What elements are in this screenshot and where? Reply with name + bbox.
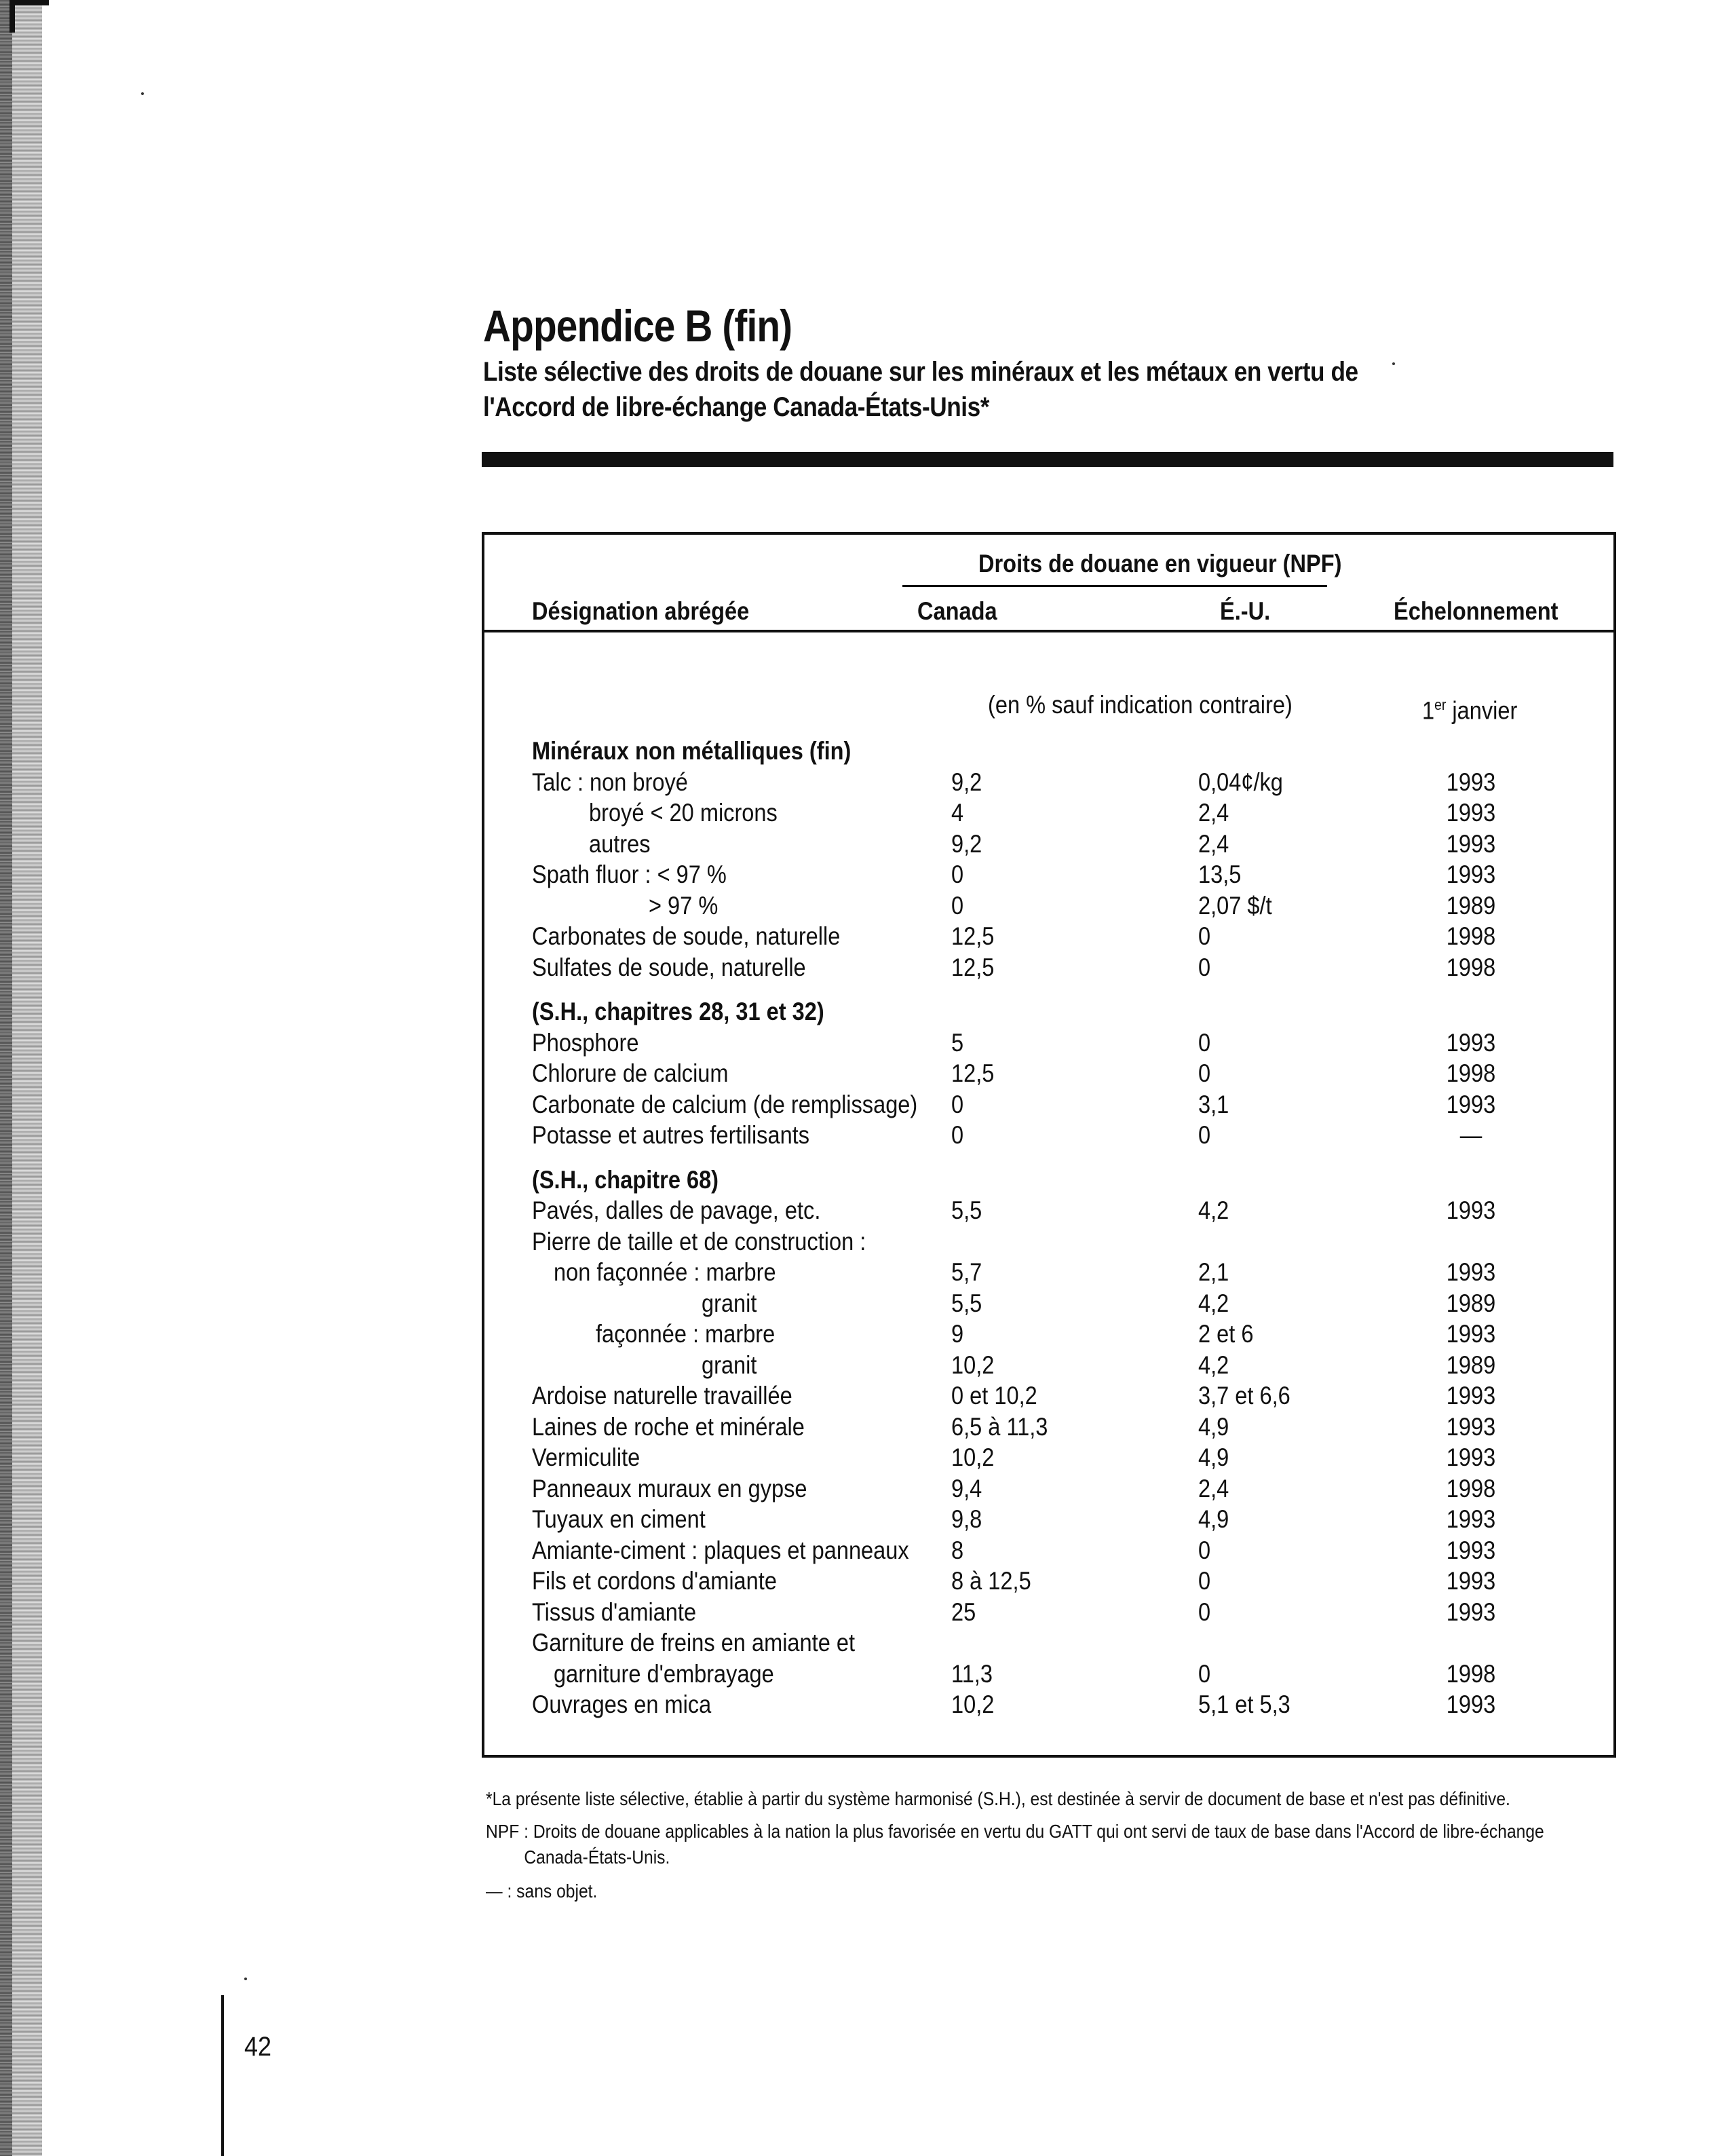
- scan-speck: [1392, 362, 1395, 365]
- us-rate-cell: 4,9: [1198, 1443, 1229, 1471]
- designation-cell: Amiante-ciment : plaques et panneaux: [532, 1536, 909, 1564]
- echelonnement-cell: 1989: [1446, 1289, 1496, 1317]
- canada-rate-cell: 9,2: [951, 829, 982, 858]
- table-row: [0, 859, 1722, 890]
- us-rate-cell: 5,1 et 5,3: [1198, 1690, 1290, 1718]
- table-row: [0, 952, 1722, 983]
- us-rate-cell: 0: [1198, 1659, 1211, 1688]
- table-row: [0, 1689, 1722, 1720]
- us-rate-cell: 0: [1198, 953, 1211, 981]
- date-note-sup: er: [1434, 696, 1447, 713]
- designation-cell: Garniture de freins en amiante et: [532, 1629, 856, 1657]
- canada-rate-cell: 0: [951, 1121, 964, 1149]
- designation-cell: broyé < 20 microns: [589, 799, 778, 827]
- canada-rate-cell: 0: [951, 1090, 964, 1118]
- echelonnement-cell: 1993: [1446, 1028, 1496, 1057]
- canada-rate-cell: 10,2: [951, 1690, 995, 1718]
- echelonnement-cell: 1998: [1446, 953, 1496, 981]
- us-rate-cell: 0: [1198, 1028, 1211, 1057]
- canada-rate-cell: 0 et 10,2: [951, 1382, 1037, 1410]
- section-heading-row: [0, 1165, 1722, 1196]
- scan-speck: [244, 1978, 247, 1980]
- table-row: [0, 767, 1722, 798]
- designation-cell: Pavés, dalles de pavage, etc.: [532, 1196, 821, 1224]
- canada-rate-cell: 5,5: [951, 1196, 982, 1224]
- canada-rate-cell: 5,5: [951, 1289, 982, 1317]
- table-row: [0, 797, 1722, 829]
- echelonnement-cell: 1993: [1446, 860, 1496, 888]
- designation-cell: granit: [702, 1350, 757, 1379]
- us-rate-cell: 4,9: [1198, 1412, 1229, 1441]
- us-rate-cell: 4,2: [1198, 1350, 1229, 1379]
- canada-rate-cell: 9,2: [951, 768, 982, 796]
- canada-rate-cell: 8 à 12,5: [951, 1567, 1031, 1595]
- designation-cell: Ouvrages en mica: [532, 1690, 712, 1718]
- designation-cell: Chlorure de calcium: [532, 1059, 729, 1087]
- page-number-rule: [221, 1995, 224, 2156]
- us-rate-cell: 2,4: [1198, 1474, 1229, 1502]
- designation-cell: Carbonates de soude, naturelle: [532, 922, 841, 950]
- us-rate-cell: 0: [1198, 1536, 1211, 1564]
- designation-cell: Fils et cordons d'amiante: [532, 1567, 777, 1595]
- echelonnement-cell: 1993: [1446, 1090, 1496, 1118]
- designation-cell: Panneaux muraux en gypse: [532, 1474, 807, 1502]
- us-rate-cell: 4,9: [1198, 1505, 1229, 1533]
- echelonnement-cell: 1993: [1446, 1320, 1496, 1348]
- canada-rate-cell: 25: [951, 1597, 976, 1626]
- echelonnement-cell: 1989: [1446, 891, 1496, 920]
- date-note-suffix: janvier: [1446, 696, 1518, 725]
- echelonnement-cell: 1993: [1446, 1567, 1496, 1595]
- table-row: [0, 1535, 1722, 1566]
- us-rate-cell: 2,07 $/t: [1198, 891, 1272, 920]
- echelonnement-cell: —: [1459, 1121, 1482, 1149]
- us-rate-cell: 0: [1198, 1567, 1211, 1595]
- table-row: [0, 1288, 1722, 1319]
- canada-rate-cell: 9,4: [951, 1474, 982, 1502]
- canada-rate-cell: 9,8: [951, 1505, 982, 1533]
- table-row: [0, 1120, 1722, 1151]
- designation-cell: Talc : non broyé: [532, 768, 688, 796]
- us-rate-cell: 0,04¢/kg: [1198, 768, 1283, 796]
- table-row: [0, 1319, 1722, 1350]
- section-heading: Minéraux non métalliques (fin): [532, 737, 852, 765]
- us-rate-cell: 3,1: [1198, 1090, 1229, 1118]
- echelonnement-cell: 1993: [1446, 1412, 1496, 1441]
- canada-rate-cell: 4: [951, 799, 964, 827]
- designation-cell: Vermiculite: [532, 1443, 640, 1471]
- canada-rate-cell: 10,2: [951, 1350, 995, 1379]
- designation-cell: non façonnée : marbre: [554, 1258, 776, 1286]
- designation-cell: autres: [589, 829, 651, 858]
- table-row: [0, 1350, 1722, 1381]
- canada-rate-cell: 12,5: [951, 953, 995, 981]
- table-row: [0, 1380, 1722, 1412]
- page-title: Appendice B (fin): [483, 301, 792, 351]
- us-rate-cell: 0: [1198, 1121, 1211, 1149]
- echelonnement-cell: 1993: [1446, 799, 1496, 827]
- echelonnement-cell: 1993: [1446, 829, 1496, 858]
- table-row: [0, 1089, 1722, 1120]
- table-row: [0, 1226, 1722, 1257]
- col-header-canada: Canada: [917, 597, 997, 625]
- designation-cell: Pierre de taille et de construction :: [532, 1227, 866, 1255]
- table-row: [0, 1504, 1722, 1535]
- table-row: [0, 1566, 1722, 1597]
- echelonnement-cell: 1993: [1446, 1505, 1496, 1533]
- designation-cell: Tuyaux en ciment: [532, 1505, 706, 1533]
- designation-cell: garniture d'embrayage: [554, 1659, 774, 1688]
- us-rate-cell: 0: [1198, 1597, 1211, 1626]
- units-note: (en % sauf indication contraire): [988, 691, 1293, 719]
- col-header-us: É.-U.: [1220, 597, 1271, 625]
- us-rate-cell: 0: [1198, 1059, 1211, 1087]
- echelonnement-cell: 1998: [1446, 922, 1496, 950]
- canada-rate-cell: 9: [951, 1320, 964, 1348]
- designation-cell: Ardoise naturelle travaillée: [532, 1382, 792, 1410]
- canada-rate-cell: 5: [951, 1028, 964, 1057]
- col-header-designation: Désignation abrégée: [532, 597, 750, 625]
- section-heading: (S.H., chapitres 28, 31 et 32): [532, 998, 824, 1025]
- footnote-asterisk: *La présente liste sélective, établie à partir du système harmonisé (S.H.), est destinée à servir de document de base et n'est pas définitive.: [486, 1788, 1510, 1809]
- echelonnement-cell: 1998: [1446, 1474, 1496, 1502]
- table-row: [0, 1027, 1722, 1059]
- footnote-npf-line1: NPF : Droits de douane applicables à la nation la plus favorisée en vertu du GATT qui ont servi de taux de base dans l'Accord de libre-échange: [486, 1821, 1544, 1842]
- date-note-prefix: 1: [1422, 696, 1435, 725]
- canada-rate-cell: 8: [951, 1536, 964, 1564]
- echelonnement-cell: 1993: [1446, 768, 1496, 796]
- echelonnement-cell: 1993: [1446, 1443, 1496, 1471]
- section-heading-row: [0, 736, 1722, 767]
- footnote-npf: [486, 1819, 1544, 1870]
- echelonnement-cell: 1993: [1446, 1196, 1496, 1224]
- us-rate-cell: 13,5: [1198, 860, 1242, 888]
- section-heading-row: [0, 996, 1722, 1027]
- footnotes: [486, 1786, 1612, 1911]
- col-header-echelonnement: Échelonnement: [1394, 597, 1558, 625]
- table-row: [0, 921, 1722, 952]
- designation-cell: Spath fluor : < 97 %: [532, 860, 727, 888]
- designation-cell: Carbonate de calcium (de remplissage): [532, 1090, 918, 1118]
- scan-speck: [141, 92, 144, 95]
- us-rate-cell: 4,2: [1198, 1196, 1229, 1224]
- echelonnement-cell: 1993: [1446, 1382, 1496, 1410]
- canada-rate-cell: 5,7: [951, 1258, 982, 1286]
- designation-cell: granit: [702, 1289, 757, 1317]
- canada-rate-cell: 10,2: [951, 1443, 995, 1471]
- table-row: [0, 1257, 1722, 1288]
- table-row: [0, 1597, 1722, 1628]
- npf-group-label: Droits de douane en vigueur (NPF): [978, 550, 1342, 578]
- table-row: [0, 890, 1722, 922]
- echelonnement-cell: 1993: [1446, 1690, 1496, 1718]
- table-row: [0, 1659, 1722, 1690]
- us-rate-cell: 2,4: [1198, 799, 1229, 827]
- designation-cell: Tissus d'amiante: [532, 1597, 697, 1626]
- us-rate-cell: 3,7 et 6,6: [1198, 1382, 1290, 1410]
- us-rate-cell: 2,4: [1198, 829, 1229, 858]
- table-row: [0, 1058, 1722, 1089]
- designation-cell: Laines de roche et minérale: [532, 1412, 805, 1441]
- echelonnement-cell: 1993: [1446, 1536, 1496, 1564]
- us-rate-cell: 2 et 6: [1198, 1320, 1254, 1348]
- designation-cell: Potasse et autres fertilisants: [532, 1121, 810, 1149]
- table-row: [0, 1195, 1722, 1226]
- designation-cell: Phosphore: [532, 1028, 639, 1057]
- table-row: [0, 1442, 1722, 1473]
- echelonnement-cell: 1993: [1446, 1258, 1496, 1286]
- page-subtitle: Liste sélective des droits de douane sur les minéraux et les métaux en vertu de l'Accord de libre-échange Canada-États-Unis*: [483, 357, 1358, 422]
- table-row: [0, 829, 1722, 860]
- table-row: [0, 1473, 1722, 1505]
- echelonnement-cell: 1993: [1446, 1597, 1496, 1626]
- designation-cell: > 97 %: [649, 891, 719, 920]
- table-row: [0, 1627, 1722, 1659]
- section-heading: (S.H., chapitre 68): [532, 1165, 719, 1194]
- echelonnement-cell: 1989: [1446, 1350, 1496, 1379]
- canada-rate-cell: 12,5: [951, 922, 995, 950]
- us-rate-cell: 0: [1198, 922, 1211, 950]
- footnote-npf-line2: Canada-États-Unis.: [524, 1847, 670, 1868]
- designation-cell: façonnée : marbre: [596, 1320, 776, 1348]
- page-number: 42: [244, 2032, 272, 2062]
- footnote-dash: — : sans objet.: [486, 1880, 598, 1902]
- echelonnement-cell: 1998: [1446, 1659, 1496, 1688]
- us-rate-cell: 2,1: [1198, 1258, 1229, 1286]
- table-row: [0, 1412, 1722, 1443]
- canada-rate-cell: 12,5: [951, 1059, 995, 1087]
- echelonnement-cell: 1998: [1446, 1059, 1496, 1087]
- canada-rate-cell: 6,5 à 11,3: [951, 1412, 1048, 1441]
- us-rate-cell: 4,2: [1198, 1289, 1229, 1317]
- canada-rate-cell: 0: [951, 891, 964, 920]
- canada-rate-cell: 11,3: [951, 1659, 993, 1688]
- canada-rate-cell: 0: [951, 860, 964, 888]
- designation-cell: Sulfates de soude, naturelle: [532, 953, 806, 981]
